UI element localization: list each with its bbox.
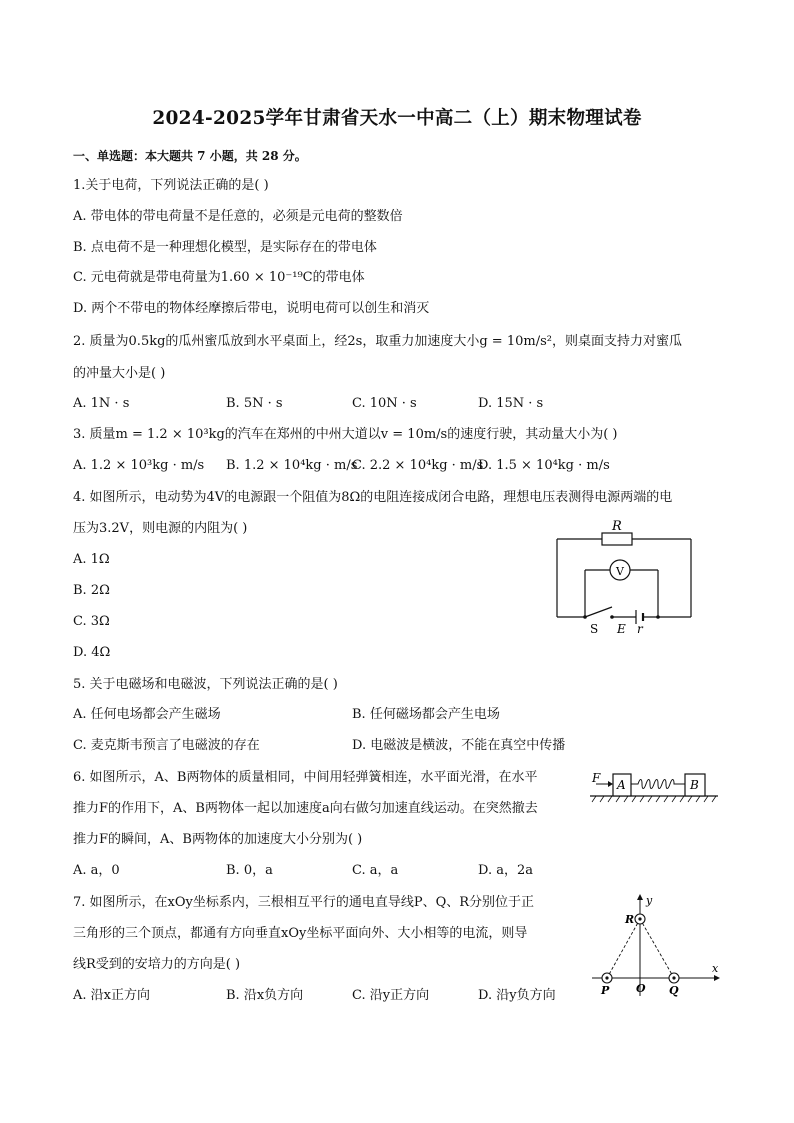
q4-option-c: C. 3Ω <box>73 614 110 629</box>
label-A: A <box>617 778 626 792</box>
label-y: y <box>646 894 653 907</box>
q2-stem-line2: 的冲量大小是( ) <box>73 366 166 381</box>
q6-stem-line3: 推力F的瞬间，A、B两物体的加速度大小分别为( ) <box>73 832 363 847</box>
q3-stem: 3. 质量m = 1.2 × 10³kg的汽车在郑州的中州大道以v = 10m/s的速度行驶，其动量大小为( ) <box>73 427 618 442</box>
spring <box>631 780 685 789</box>
q4-circuit-figure <box>550 518 700 642</box>
label-B: B <box>690 778 699 792</box>
label-x: x <box>712 962 719 975</box>
q7-stem-line3: 线R受到的安培力的方向是( ) <box>73 957 241 972</box>
q4-stem-line1: 4. 如图所示，电动势为4V的电源跟一个阻值为8Ω的电阻连接成闭合电路，理想电压表测得电源两端的电 <box>73 490 673 505</box>
q7-stem-line2: 三角形的三个顶点，都通有方向垂直xOy坐标平面向外、大小相等的电流，则导 <box>73 926 528 941</box>
q3-option-b: B. 1.2 × 10⁴kg · m/s <box>226 458 358 473</box>
q7-option-a: A. 沿x正方向 <box>73 988 150 1003</box>
q6-stem-line2: 推力F的作用下，A、B两物体一起以加速度a向右做匀加速直线运动。在突然撤去 <box>73 801 538 816</box>
q4-option-d: D. 4Ω <box>73 645 111 660</box>
q2-stem-line1: 2. 质量为0.5kg的瓜州蜜瓜放到水平桌面上，经2s，取重力加速度大小g = 10m/s²，则桌面支持力对蜜瓜 <box>73 334 682 349</box>
q3-option-d: D. 1.5 × 10⁴kg · m/s <box>478 458 610 473</box>
q6-option-a: A. a，0 <box>73 863 120 878</box>
q5-option-c: C. 麦克斯韦预言了电磁波的存在 <box>73 738 260 753</box>
q1-option-c: C. 元电荷就是带电荷量为1.60 × 10⁻¹⁹C的带电体 <box>73 270 365 285</box>
q2-option-d: D. 15N · s <box>478 396 544 411</box>
q4-stem-line2: 压为3.2V，则电源的内阻为( ) <box>73 521 248 536</box>
q2-option-c: C. 10N · s <box>352 396 417 411</box>
label-R: R <box>612 519 622 534</box>
q5-option-d: D. 电磁波是横波，不能在真空中传播 <box>352 738 566 753</box>
q5-option-b: B. 任何磁场都会产生电场 <box>352 707 500 722</box>
q3-option-c: C. 2.2 × 10⁴kg · m/s <box>352 458 484 473</box>
q1-option-b: B. 点电荷不是一种理想化模型，是实际存在的带电体 <box>73 240 377 255</box>
wire-q <box>669 973 679 983</box>
wire-r <box>635 914 645 924</box>
q4-option-a: A. 1Ω <box>73 552 110 567</box>
label-V: V <box>616 565 624 578</box>
q2-option-b: B. 5N · s <box>226 396 283 411</box>
q6-option-c: C. a，a <box>352 863 399 878</box>
q1-option-d: D. 两个不带电的物体经摩擦后带电，说明电荷可以创生和消灭 <box>73 301 430 316</box>
label-P: P <box>601 984 610 997</box>
q6-spring-figure <box>586 764 726 810</box>
label-Q: Q <box>669 984 679 997</box>
q1-option-a: A. 带电体的带电荷量不是任意的，必须是元电荷的整数倍 <box>73 209 403 224</box>
section-heading: 一、单选题：本大题共 7 小题，共 28 分。 <box>73 149 307 163</box>
label-O: O <box>636 982 646 995</box>
q5-option-a: A. 任何电场都会产生磁场 <box>73 707 221 722</box>
page-title: 2024-2025学年甘肃省天水一中高二（上）期末物理试卷 <box>152 108 642 129</box>
q3-option-a: A. 1.2 × 10³kg · m/s <box>73 458 205 473</box>
q7-coordinate-figure <box>588 892 722 1004</box>
q2-option-a: A. 1N · s <box>73 396 130 411</box>
q7-option-d: D. 沿y负方向 <box>478 988 556 1003</box>
q7-stem-line1: 7. 如图所示，在xOy坐标系内，三根相互平行的通电直导线P、Q、R分别位于正 <box>73 895 535 910</box>
label-r: r <box>637 622 643 636</box>
label-R: R <box>625 913 635 926</box>
label-F: F <box>592 771 601 785</box>
label-E: E <box>617 622 626 636</box>
q1-stem: 1.关于电荷，下列说法正确的是( ) <box>73 178 269 193</box>
q6-option-d: D. a，2a <box>478 863 533 878</box>
wire-p <box>602 973 612 983</box>
q7-option-c: C. 沿y正方向 <box>352 988 430 1003</box>
q6-option-b: B. 0，a <box>226 863 273 878</box>
q4-option-b: B. 2Ω <box>73 583 110 598</box>
resistor-symbol <box>602 533 632 545</box>
q7-option-b: B. 沿x负方向 <box>226 988 304 1003</box>
q6-stem-line1: 6. 如图所示，A、B两物体的质量相同，中间用轻弹簧相连，水平面光滑，在水平 <box>73 770 538 785</box>
label-S: S <box>590 622 599 636</box>
q5-stem: 5. 关于电磁场和电磁波，下列说法正确的是( ) <box>73 677 338 692</box>
